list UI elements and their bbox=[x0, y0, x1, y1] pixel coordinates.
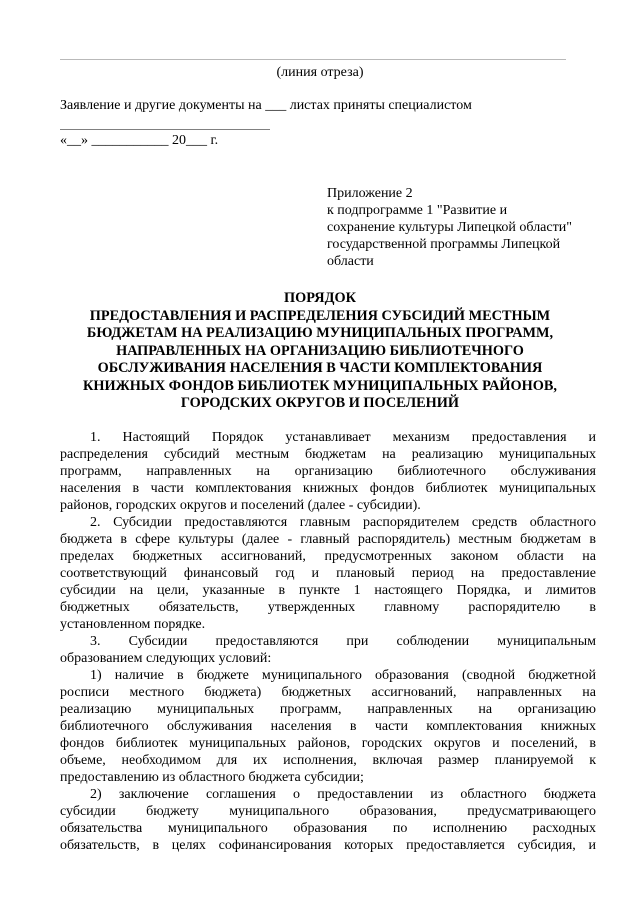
body-line: 1. Настоящий Порядок устанавливает механизм предоставления и bbox=[90, 430, 596, 445]
appendix-line: области bbox=[327, 254, 374, 269]
body-line: образованием следующих условий: bbox=[60, 651, 272, 666]
body-line: установленном порядке. bbox=[60, 617, 206, 632]
appendix-line: к подпрограмме 1 "Развитие и bbox=[327, 203, 508, 218]
document-body bbox=[60, 429, 596, 854]
body-line: обязательств, в целях софинансирования которых предоставляется субсидия, и bbox=[60, 838, 596, 853]
appendix-line: Приложение 2 bbox=[327, 186, 413, 201]
body-line: программ, направленных на организацию библиотечного обслуживания bbox=[60, 464, 596, 479]
body-line: пределах бюджетных ассигнований, предусмотренных законом области на bbox=[60, 549, 596, 564]
title-line: КНИЖНЫХ ФОНДОВ БИБЛИОТЕК МУНИЦИПАЛЬНЫХ РАЙОНОВ, bbox=[82, 377, 558, 394]
title-line: ГОРОДСКИХ ОКРУГОВ И ПОСЕЛЕНИЙ bbox=[180, 395, 460, 411]
body-line: населения в части комплектования книжных фондов библиотек муниципальных bbox=[60, 481, 596, 496]
body-line: 1) наличие в бюджете муниципального образования (сводной бюджетной bbox=[90, 668, 596, 683]
body-line: росписи местного бюджета) бюджетных ассигнований, направленных на bbox=[60, 685, 596, 700]
appendix-line: государственной программы Липецкой bbox=[327, 237, 561, 252]
body-line: субсидии бюджету муниципального образования, предусматривающего bbox=[60, 804, 596, 819]
body-line: бюджета в сфере культуры (далее - главный распорядитель) местным бюджетам в bbox=[60, 532, 596, 547]
body-line: обязательства муниципального образования по исполнению расходных bbox=[60, 821, 596, 836]
acceptance-statement: Заявление и другие документы на ___ листах приняты специалистом bbox=[60, 98, 472, 113]
body-line: фондов библиотек муниципальных районов, городских округов и поселений, в bbox=[60, 736, 596, 751]
body-line: распределения субсидий местным бюджетам на реализацию муниципальных bbox=[60, 447, 596, 462]
title-line: НАПРАВЛЕННЫХ НА ОРГАНИЗАЦИЮ БИБЛИОТЕЧНОГО bbox=[116, 342, 524, 359]
title-line: ОБСЛУЖИВАНИЯ НАСЕЛЕНИЯ В ЧАСТИ КОМПЛЕКТОВАНИЯ bbox=[97, 360, 543, 376]
acceptance-date-line: «__» ___________ 20___ г. bbox=[60, 133, 219, 148]
appendix-reference bbox=[327, 185, 607, 270]
body-line: 2) заключение соглашения о предоставлении из областного бюджета bbox=[90, 787, 596, 802]
body-line: реализацию муниципальных программ, направленных на организацию bbox=[60, 702, 596, 717]
body-line: бюджетных обязательств, утвержденных главному распорядителю в bbox=[60, 600, 596, 615]
specialist-signature-line bbox=[60, 129, 270, 130]
body-line: 2. Субсидии предоставляются главным распорядителем средств областного bbox=[90, 515, 596, 530]
cut-line bbox=[60, 59, 566, 60]
body-line: 3. Субсидии предоставляются при соблюдении муниципальным bbox=[90, 634, 596, 649]
title-line: БЮДЖЕТАМ НА РЕАЛИЗАЦИЮ МУНИЦИПАЛЬНЫХ ПРОГРАММ, bbox=[86, 325, 554, 341]
body-line: предоставлению из областного бюджета субсидии; bbox=[60, 770, 364, 785]
body-line: библиотечного обслуживания населения в части комплектования книжных bbox=[60, 719, 596, 734]
cut-line-caption: (линия отреза) bbox=[276, 65, 364, 80]
body-line: субсидии на цели, указанные в пункте 1 настоящего Порядка, и лимитов bbox=[60, 583, 596, 598]
body-line: районов, городских округов и поселений (далее - субсидии). bbox=[60, 498, 421, 513]
document-title bbox=[60, 290, 580, 413]
body-line: соответствующий финансовый год и плановый период на предоставление bbox=[60, 566, 596, 581]
body-line: объеме, необходимом для их исполнения, включая размер планируемой к bbox=[60, 753, 596, 768]
title-line: ПРЕДОСТАВЛЕНИЯ И РАСПРЕДЕЛЕНИЯ СУБСИДИЙ МЕСТНЫМ bbox=[89, 307, 551, 324]
title-line: ПОРЯДОК bbox=[284, 290, 356, 306]
appendix-line: сохранение культуры Липецкой области" bbox=[327, 220, 572, 235]
